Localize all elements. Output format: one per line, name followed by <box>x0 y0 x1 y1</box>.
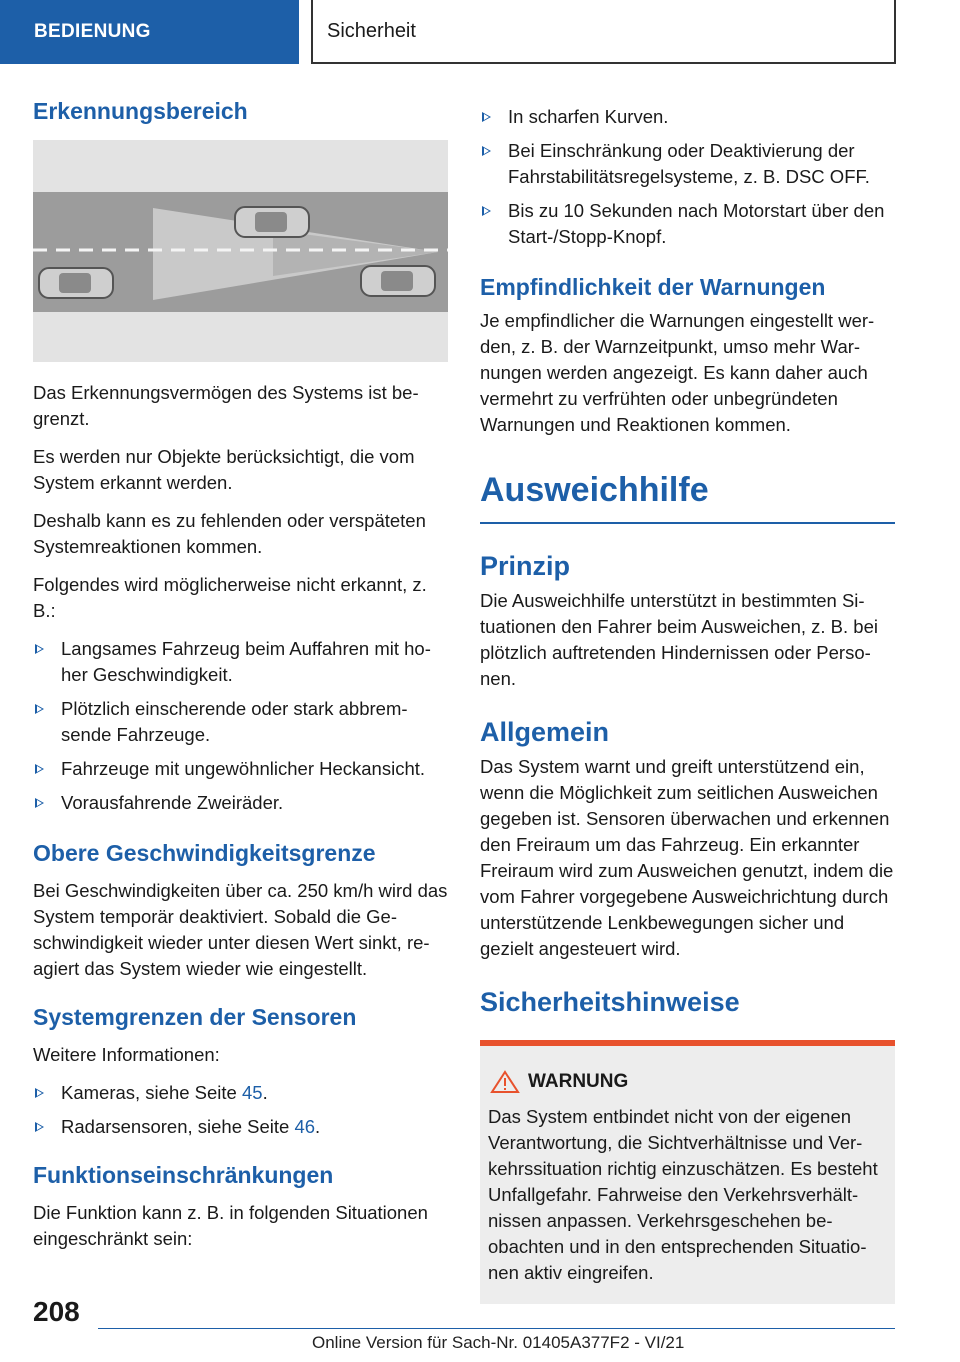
detection-range-illustration <box>33 140 448 362</box>
heading-evasion-aid: Ausweichhilfe <box>480 471 709 509</box>
bullet-triangle-icon <box>482 112 491 122</box>
warning-box <box>480 1040 895 1304</box>
paragraph: Folgendes wird möglicherweise nicht erkannt, z. B.: <box>33 574 427 621</box>
bullet-triangle-icon <box>35 1088 44 1098</box>
heading-sensor-limits: Systemgrenzen der Sensoren <box>33 1004 357 1030</box>
list-item: Radarsensoren, siehe Seite 46. <box>33 1114 448 1140</box>
warning-title: WARNUNG <box>490 1070 887 1094</box>
bullet-triangle-icon <box>35 1122 44 1132</box>
heading-rule <box>480 522 895 524</box>
list-item: Bis zu 10 Sekunden nach Motorstart über den Start-/Stopp-Knopf. <box>480 198 895 250</box>
car-front-icon <box>235 207 309 237</box>
car-right-icon <box>361 266 435 296</box>
paragraph: Bei Geschwindigkeiten über ca. 250 km/h wird das System temporär deaktiviert. Sobald die Geschwindigkeit wieder unter diesen Wert sinkt, reagiert das System wieder wie eingestellt. <box>33 880 448 979</box>
paragraph: Das System warnt und greift unterstützend ein, wenn die Möglichkeit zum seitlichen Ausweichen gegeben ist. Sensoren überwachen und erkennen den Freiraum um das Fahrzeug. Ein erkannter Freiraum wird zum Ausweichen genutzt, indem die vom Fahrer vorgegebene Ausweichrichtung durch unterstützende Lenkbewegungen sicher und gezielt angesteuert wird. <box>480 756 894 959</box>
situation-list <box>480 104 895 250</box>
chapter-tab: BEDIENUNG <box>0 0 299 64</box>
heading-warning-sensitivity: Empfindlichkeit der Warnungen <box>480 274 826 300</box>
paragraph: Deshalb kann es zu fehlenden oder verspäteten Systemreaktionen kommen. <box>33 510 426 557</box>
left-column <box>33 96 448 1264</box>
list-item: Kameras, siehe Seite 45. <box>33 1080 448 1106</box>
list-item: Vorausfahrende Zweiräder. <box>33 790 448 816</box>
warning-triangle-icon <box>490 1070 520 1094</box>
bullet-triangle-icon <box>35 644 44 654</box>
list-item: Fahrzeuge mit ungewöhnlicher Heckansicht. <box>33 756 448 782</box>
heading-safety-notes: Sicherheitshinweise <box>480 987 740 1017</box>
list-item: In scharfen Kurven. <box>480 104 895 130</box>
paragraph: Das Erkennungsvermögen des Systems ist begrenzt. <box>33 382 419 429</box>
heading-detection-range: Erkennungsbereich <box>33 98 248 124</box>
page-link-cameras[interactable]: 45 <box>241 1082 263 1103</box>
footer-rule <box>98 1328 895 1329</box>
paragraph: Die Ausweichhilfe unterstützt in bestimmten Situationen den Fahrer beim Ausweichen, z. B. bei plötzlich auftretenden Hindernissen oder Personen. <box>480 590 878 689</box>
paragraph: Je empfindlicher die Warnungen eingestellt werden, z. B. der Warnzeitpunkt, umso mehr Warnungen werden angezeigt. Es kann daher auch vermehrt zu verfrühten oder unbegründeten Warnungen und Reaktionen kommen. <box>480 310 875 435</box>
heading-speed-limit: Obere Geschwindigkeitsgrenze <box>33 840 376 866</box>
right-column <box>480 104 895 1304</box>
list-item: Plötzlich einscherende oder stark abbremsende Fahrzeuge. <box>33 696 448 748</box>
heading-function-limits: Funktionseinschränkungen <box>33 1162 334 1188</box>
bullet-triangle-icon <box>35 798 44 808</box>
paragraph: Es werden nur Objekte berücksichtigt, die vom System erkannt werden. <box>33 446 415 493</box>
sensor-list <box>33 1080 448 1140</box>
warning-text: Das System entbindet nicht von der eigenen Verantwortung, die Sichtverhältnisse und Verkehrssituation richtig einzuschätzen. Es besteht Unfallgefahr. Fahrweise den Verkehrsverhältnissen anpassen. Verkehrsgeschehen beobachten und in den entsprechenden Situationen aktiv eingreifen. <box>488 1106 878 1283</box>
paragraph: Weitere Informationen: <box>33 1044 220 1065</box>
bullet-triangle-icon <box>35 764 44 774</box>
page-link-radar[interactable]: 46 <box>294 1116 316 1137</box>
car-ego-icon <box>39 268 113 298</box>
heading-principle: Prinzip <box>480 551 571 581</box>
page-number: 208 <box>33 1296 80 1327</box>
bullet-triangle-icon <box>482 146 491 156</box>
heading-general: Allgemein <box>480 717 610 747</box>
list-item: Langsames Fahrzeug beim Auffahren mit hoher Geschwindigkeit. <box>33 636 448 688</box>
list-item: Bei Einschränkung oder Deaktivierung der Fahrstabilitätsregelsysteme, z. B. DSC OFF. <box>480 138 895 190</box>
footer-online-version: Online Version für Sach-Nr. 01405A377F2 - VI/21 <box>312 1333 685 1352</box>
paragraph: Die Funktion kann z. B. in folgenden Situationen eingeschränkt sein: <box>33 1202 428 1249</box>
bullet-triangle-icon <box>35 704 44 714</box>
section-title: Sicherheit <box>311 0 896 64</box>
not-detected-list <box>33 636 448 816</box>
bullet-triangle-icon <box>482 206 491 216</box>
